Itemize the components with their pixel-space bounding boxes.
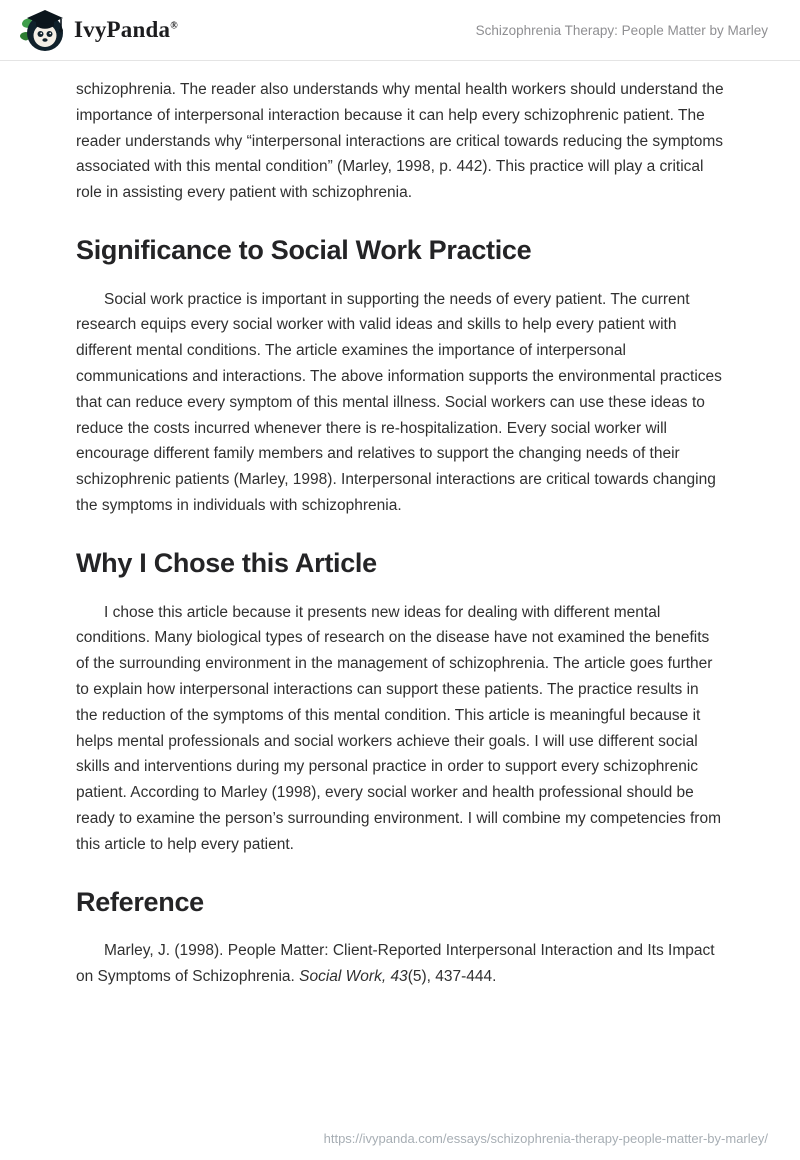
ivypanda-logo[interactable] — [18, 7, 178, 53]
page-header — [0, 0, 800, 61]
essay-content — [0, 61, 800, 990]
source-url: https://ivypanda.com/essays/schizophrenia-therapy-people-matter-by-marley/ — [323, 1131, 768, 1146]
heading-significance-to-social-work-practice: Significance to Social Work Practice — [76, 234, 532, 265]
paragraph-significance: Social work practice is important in supporting the needs of every patient. The current research equips every social worker with valid ideas and skills to help every patient with different mental conditions. The article examines the importance of interpersonal communications and interactions. The above information supports the environmental practices that can reduce every symptom of this mental illness. Social workers can use these ideas to reduce the costs incurred whenever there is re-hospitalization. Every social worker will encourage different family members and relatives to support the changing needs of their schizophrenic patients (Marley, 1998). Interpersonal interactions are critical towards changing the symptoms in individuals with schizophrenia. — [76, 290, 722, 515]
registered-trademark-mark: ® — [170, 20, 178, 32]
reference-citation-text: Marley, J. (1998). People Matter: Client-Reported Interpersonal Interaction and Its Impact on Symptoms of Schizophrenia. — [76, 942, 715, 985]
logo-wordmark — [74, 17, 178, 43]
reference-journal-title-italic: Social Work, 43 — [299, 967, 408, 985]
document-title: Schizophrenia Therapy: People Matter by Marley — [475, 22, 768, 38]
logo-wordmark-text: IvyPanda — [74, 17, 171, 42]
ivypanda-panda-cap-icon — [18, 7, 64, 53]
paragraph-why-i-chose: I chose this article because it presents new ideas for dealing with different mental conditions. Many biological types of research on the disease have not examined the benefits of the surrounding environment in the management of schizophrenia. The article goes further to explain how interpersonal interactions can support these patients. The practice results in the reduction of the symptoms of this mental condition. This article is meaningful because it helps mental professionals and social workers achieve their goals. I will use different social skills and interventions during my personal practice in order to support every schizophrenic patient. According to Marley (1998), every social worker and health professional should be ready to examine the person’s surrounding environment. I will combine my competencies from this article to help every patient. — [76, 603, 721, 853]
heading-why-i-chose-this-article: Why I Chose this Article — [76, 547, 377, 578]
reference-issue-pages: (5), 437-444. — [407, 967, 497, 985]
paragraph-reference-citation — [76, 938, 724, 990]
paragraph-intro-continuation: schizophrenia. The reader also understands why mental health workers should understand the importance of interpersonal interaction because it can help every schizophrenic patient. The reader understands why “interpersonal interactions are critical towards reducing the symptoms associated with this mental condition” (Marley, 1998, p. 442). This practice will play a critical role in assisting every patient with schizophrenia. — [76, 81, 724, 202]
heading-reference: Reference — [76, 886, 204, 917]
page-footer — [324, 1131, 768, 1146]
